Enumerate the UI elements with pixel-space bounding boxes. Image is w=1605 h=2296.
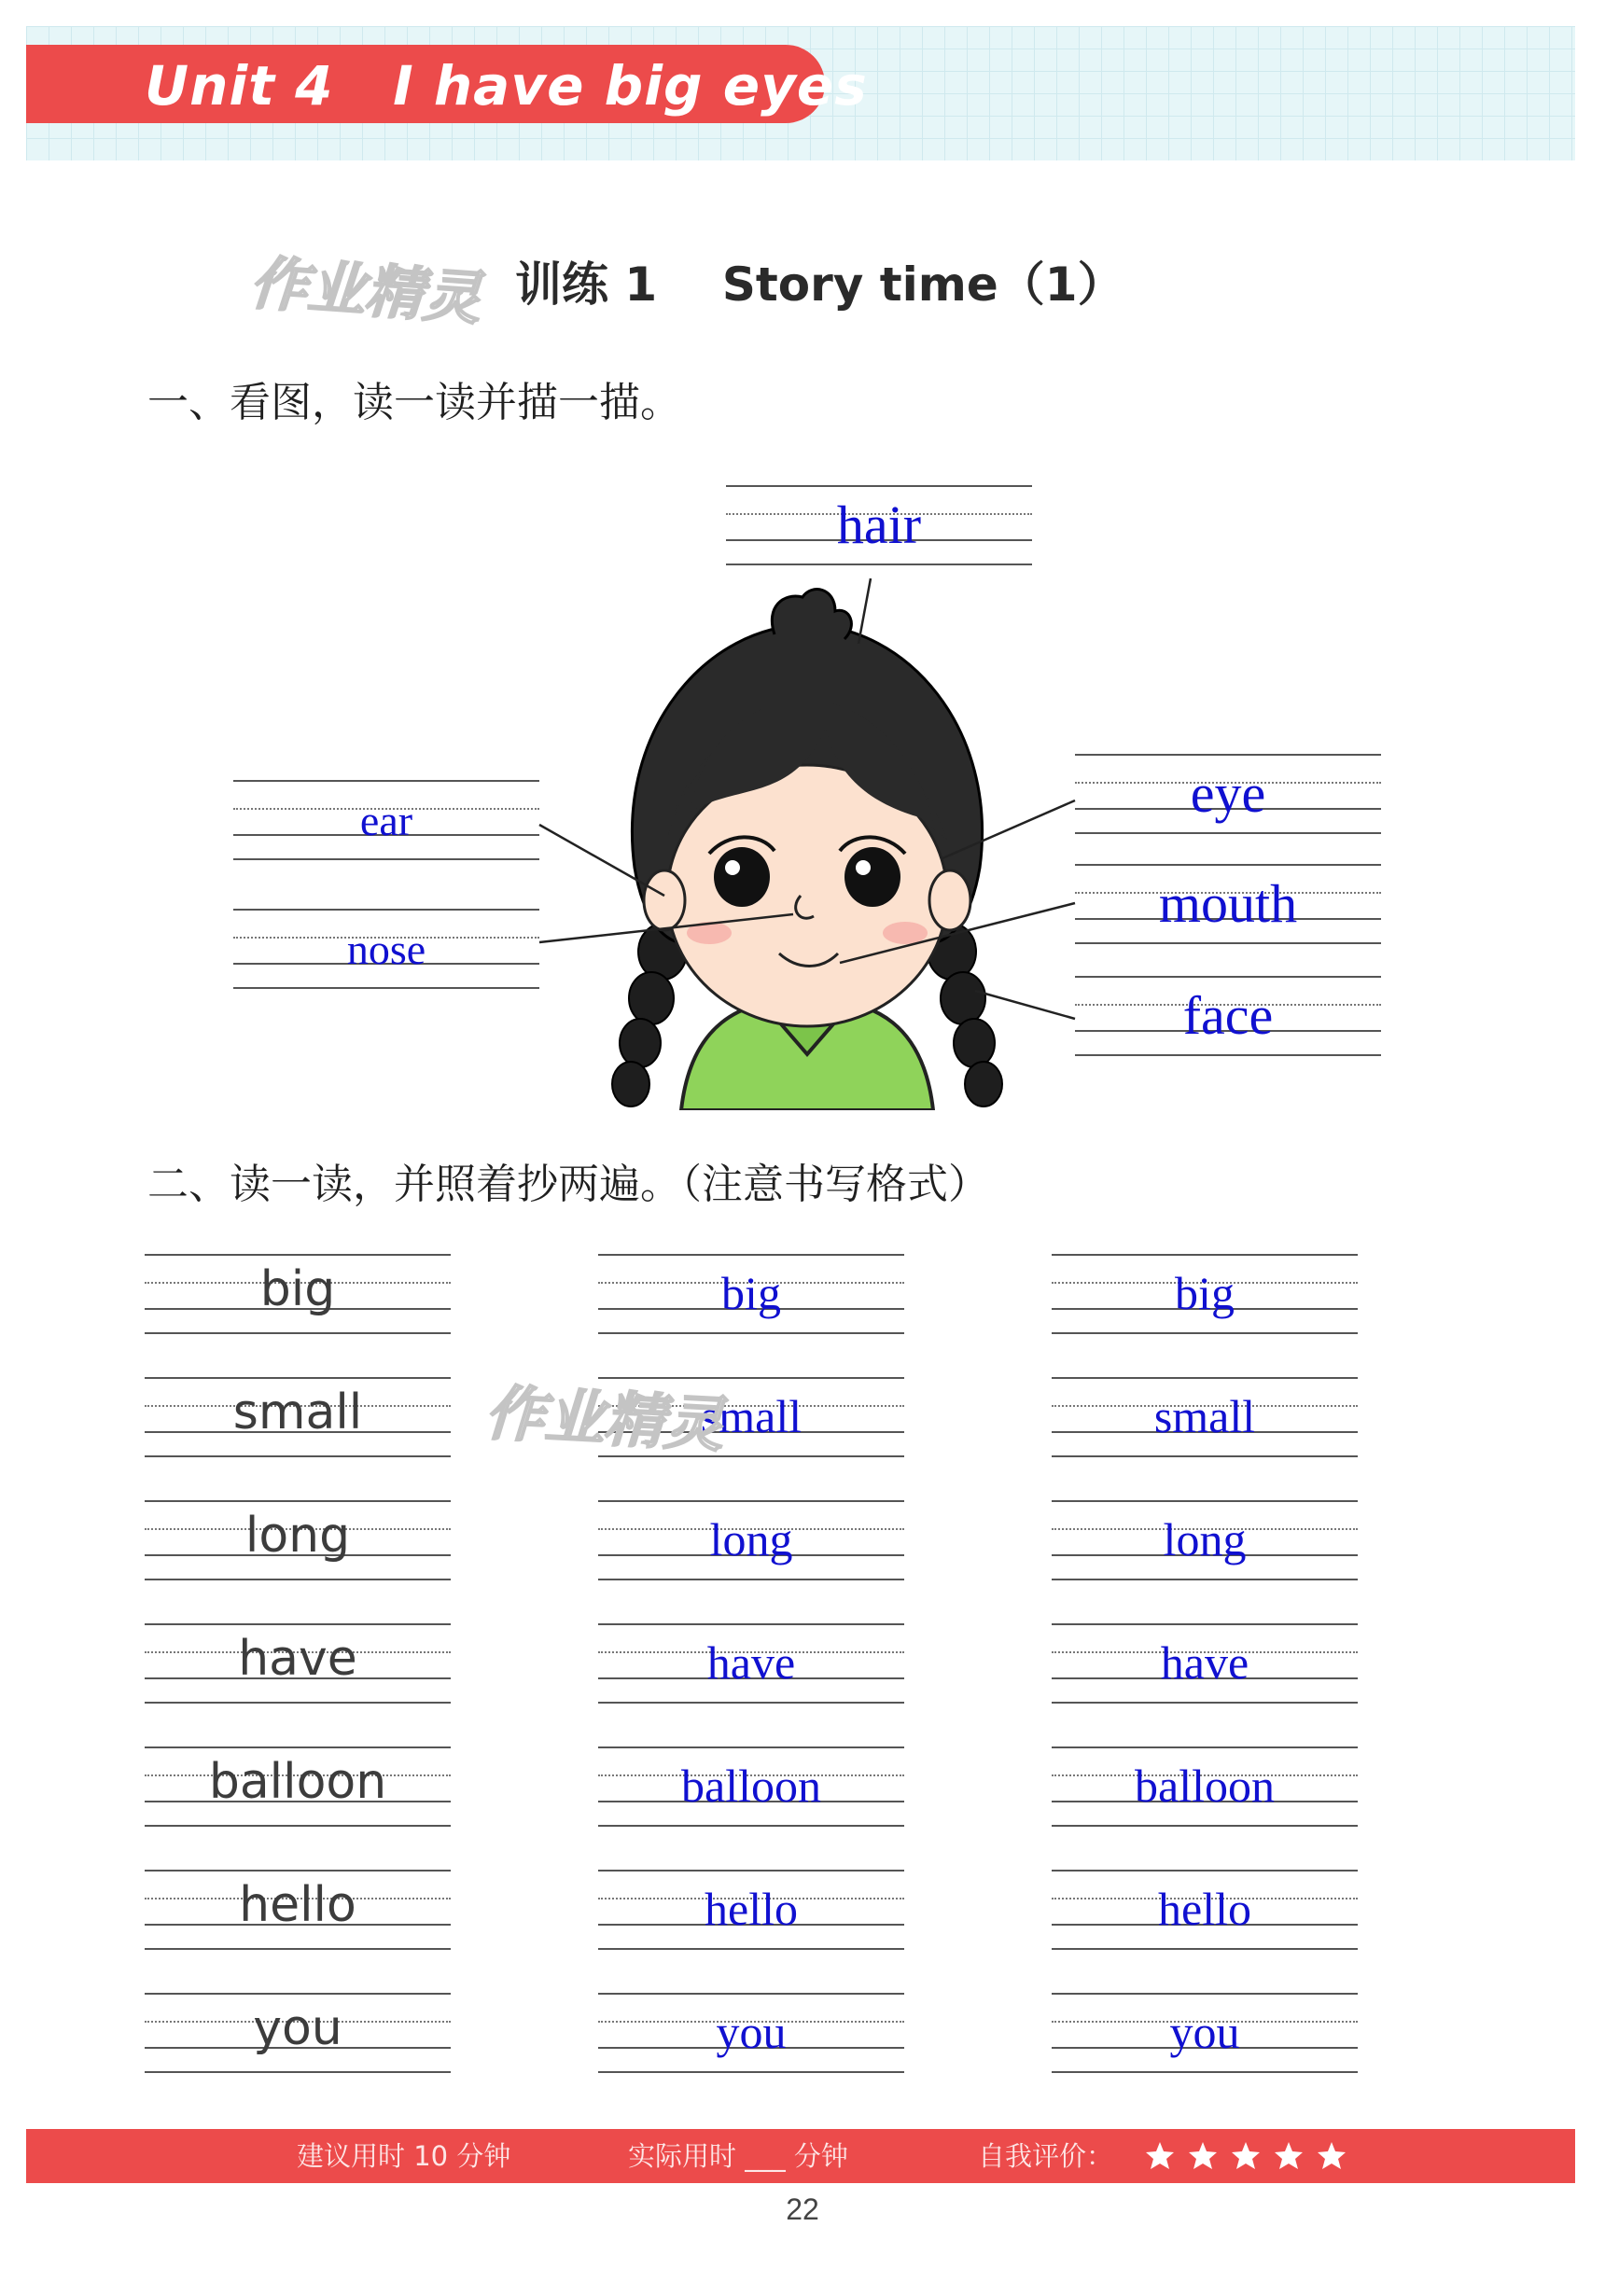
label-box-eye [1075, 754, 1381, 834]
model-word: small [232, 1385, 363, 1440]
copy1-cell-have [598, 1623, 904, 1704]
star-icon [1232, 2142, 1260, 2169]
copy2-word: hello [1158, 1883, 1251, 1935]
copy2-word: long [1163, 1513, 1247, 1565]
copy2-cell-hello [1052, 1870, 1358, 1950]
model-cell-hello [145, 1870, 451, 1950]
label-box-nose [233, 909, 539, 989]
copy1-cell-you [598, 1993, 904, 2073]
copy2-word: big [1175, 1267, 1235, 1319]
model-word: big [259, 1261, 336, 1317]
ear-right [929, 870, 970, 930]
footer-band [26, 2129, 1575, 2183]
star-icon [1189, 2142, 1217, 2169]
copy2-cell-long [1052, 1500, 1358, 1580]
label-box-ear [233, 780, 539, 860]
copy1-cell-long [598, 1500, 904, 1580]
star-icon [1146, 2142, 1174, 2169]
copy2-word: have [1160, 1636, 1249, 1689]
copy1-word: balloon [681, 1760, 821, 1812]
label-face: face [1182, 985, 1274, 1046]
copy2-word: small [1153, 1390, 1256, 1442]
copy2-word: you [1169, 2006, 1240, 2058]
copy2-cell-you [1052, 1993, 1358, 2073]
label-mouth: mouth [1158, 873, 1298, 934]
copy2-word: balloon [1135, 1760, 1275, 1812]
label-box-mouth [1075, 864, 1381, 944]
star-icon [1318, 2142, 1346, 2169]
watermark-middle: 作业精灵 [482, 1379, 726, 1461]
section2-title: 二、读一读，并照着抄两遍。（注意书写格式） [147, 1161, 989, 1208]
copy1-word: hello [705, 1883, 798, 1935]
label-ear: ear [359, 797, 413, 844]
model-word: hello [239, 1877, 356, 1933]
label-box-face [1075, 976, 1381, 1056]
suggested-time: 建议用时 10 分钟 [297, 2140, 511, 2172]
copy1-word: have [706, 1636, 796, 1689]
unit-title: Unit 4 I have big eyes [145, 54, 868, 118]
copy1-word: long [709, 1513, 793, 1565]
watermark-top: 作业精灵 [247, 248, 483, 333]
copy2-cell-balloon [1052, 1746, 1358, 1827]
copy2-cell-have [1052, 1623, 1358, 1704]
copy2-cell-big [1052, 1254, 1358, 1334]
model-cell-have [145, 1623, 451, 1704]
label-hair: hair [836, 494, 922, 555]
star-icon [1275, 2142, 1303, 2169]
copy1-cell-balloon [598, 1746, 904, 1827]
copy1-cell-big [598, 1254, 904, 1334]
model-word: have [238, 1631, 357, 1687]
model-cell-balloon [145, 1746, 451, 1827]
page-number: 22 [786, 2192, 819, 2226]
copy1-word: you [716, 2006, 787, 2058]
section1-title: 一、看图，读一读并描一描。 [147, 379, 681, 426]
copy1-cell-hello [598, 1870, 904, 1950]
model-word: long [244, 1508, 351, 1564]
model-cell-big [145, 1254, 451, 1334]
ear-left [644, 870, 685, 930]
lesson-title: 训练 1 Story time（1） [515, 257, 1124, 312]
braid-right [928, 924, 1002, 1106]
copy1-word: small [700, 1390, 802, 1442]
model-cell-you [145, 1993, 451, 2073]
model-cell-small [145, 1377, 451, 1457]
actual-time: 实际用时 ___ 分钟 [628, 2140, 848, 2172]
model-cell-long [145, 1500, 451, 1580]
label-nose: nose [346, 925, 426, 973]
label-eye: eye [1190, 763, 1266, 824]
label-box-hair [726, 485, 1032, 565]
copy1-word: big [721, 1267, 781, 1319]
model-word: balloon [208, 1754, 387, 1810]
copy2-cell-small [1052, 1377, 1358, 1457]
girl-illustration [579, 588, 1036, 1110]
model-word: you [253, 2000, 342, 2056]
braid-left [612, 924, 687, 1106]
self-evaluation-label: 自我评价： [978, 2140, 1114, 2172]
rating-stars [1144, 2140, 1359, 2172]
